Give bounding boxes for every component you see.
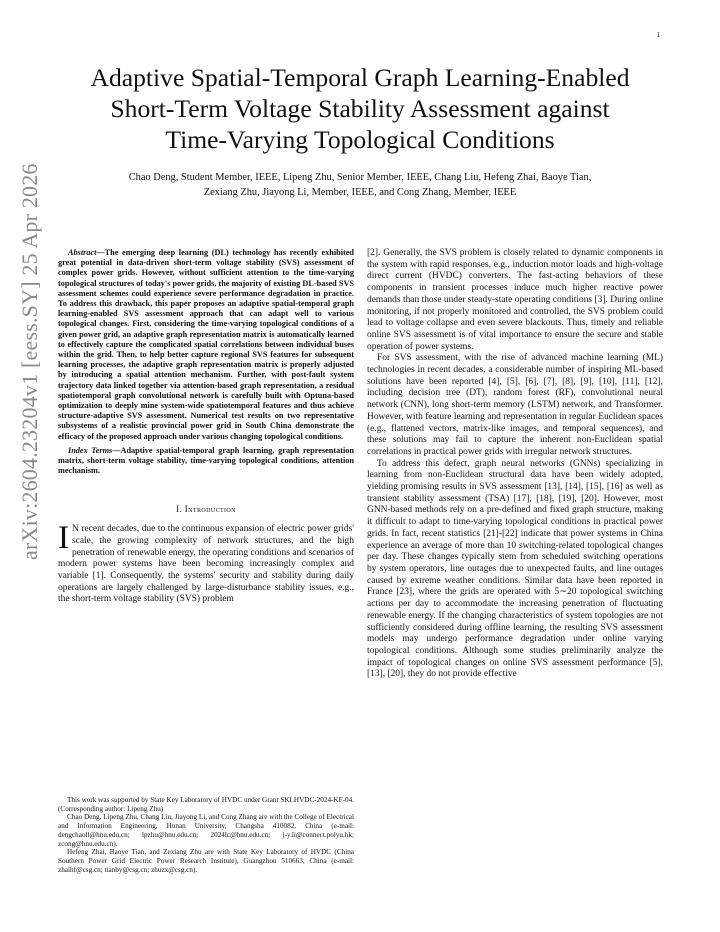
page-number: 1 <box>656 31 660 39</box>
index-terms-label: Index Terms <box>68 445 113 455</box>
intro-paragraph <box>58 520 354 606</box>
left-column <box>58 248 354 606</box>
index-terms-text: —Adaptive spatial-temporal graph learning, graph representation matrix, short-term voltage stability, time-varying topological conditions, attention mechanism. <box>58 445 354 476</box>
right-column <box>367 248 663 681</box>
footnote-affiliation-1: Chao Deng, Lipeng Zhu, Chang Liu, Jiayong Li, and Cong Zhang are with the College of Electrical and Information Engineering, Hunan University, Changsha 410082, China (e-mail: dengchaoll@hnu.edu.cn; lpzhu@hnu.edu.cn; 2024lc@hnu.edu.cn; j-y.li@connect.polyu.hk; zcong@hnu.edu.cn). <box>58 813 354 848</box>
body-paragraph: For SVS assessment, with the rise of advanced machine learning (ML) technologies in recent decades, a considerable number of inspiring ML-based solutions have been reported [4], [5], [6], [7], [8], [9], [10], [11], [12], including decision tree (DT), random forest (RF), convolutional neural network (CNN), long short-term memory (LSTM) network, and Transformer. However, with feature learning and representation in regular Euclidean spaces (e.g., flattened vectors, matrix-like images, and temporal sequences), and these solutions may fail to capture the inherent non-Euclidean spatial correlations in practical power grids with irregular network structures. <box>367 353 663 457</box>
abstract <box>58 248 354 442</box>
section-heading: I. Introduction <box>176 504 236 515</box>
abstract-text: —The emerging deep learning (DL) technology has recently exhibited great potential in data-driven short-term voltage stability (SVS) assessment of complex power grids. However, without sufficient attention to the time-varying topological structures of today's power grids, the majority of existing DL-based SVS assessment schemes could experience severe performance degradation in practice. To address this drawback, this paper proposes an adaptive spatial-temporal graph learning-enabled SVS assessment approach that can adapt well to various topological changes. First, considering the time-varying topological conditions of a given power grid, an adaptive graph representation matrix is automatically learned to effectively capture the complicated spatial correlations between individual buses within the grid. Then, to help better capture regional SVS features for subsequent learning processes, the adaptive graph representation matrix is properly adjusted by introducing a spatial attention mechanism. Further, with post-fault system trajectory data linked together via attention-based graph representation, a residual spatiotemporal graph convolutional network is carefully built with Optuna-based optimization to deeply mine system-wide spatiotemporal features and thus achieve structure-adaptive SVS assessment. Numerical test results on two representative subsystems of a realistic provincial power grid in South China demonstrate the efficacy of the proposed approach under various changing topological conditions. <box>58 248 354 441</box>
drop-cap: I <box>58 520 69 557</box>
intro-text: recent decades, due to the continuous expansion of electric power grids' scale, the growing complexity of network structures, and the high penetration of renewable energy, the operating conditions and scenarios of modern power systems have been becoming increasingly complex and variable [1]. Consequently, the systems' security and stability during daily operations are largely challenged by large-disturbance stability issues, e.g., the short-term voltage stability (SVS) problem <box>58 524 354 605</box>
title-line: Time-Varying Topological Conditions <box>165 125 555 154</box>
body-paragraph: To address this defect, graph neural networks (GNNs) specializing in learning from non-Euclidean structural data have been widely adopted, yielding promising results in SVS assessment [13], [14], [15], [16] as well as transient stability assessment (TSA) [17], [18], [19], [20]. However, most GNN-based methods rely on a pre-defined and fixed graph structure, making it difficult to adapt to time-varying topological conditions in practical power grids. In fact, recent statistics [21]-[22] indicate that power systems in China experience an average of more than 10 switching-related topological changes per day. These changes typically stem from scheduled switching operations by system operators, line outages due to unexpected faults, and line outages caused by extreme weather conditions. Similar data have been reported in France [23], where the grids are operated with 5∼20 topological switching actions per day to accommodate the increasing penetration of fluctuating renewable energy. If the changing characteristics of system topologies are not sufficiently considered during offline learning, the resulting SVS assessment models may undergo performance degradation under online varying topological conditions. Although some studies preliminarily analyze the impact of topological changes on online SVS assessment performance [5], [13], [20], they do not provide effective <box>367 458 663 680</box>
title-line: Short-Term Voltage Stability Assessment against <box>110 94 610 123</box>
footnote-funding: This work was supported by State Key Laboratory of HVDC under Grant SKLHVDC-2024-KF-04. (Corresponding author: Lipeng Zhu) <box>58 796 354 813</box>
intro-first-word: N <box>72 524 79 535</box>
footnote-affiliation-2: Hefeng Zhai, Baoye Tian, and Zexiang Zhu are with State Key Laboratory of HVDC (China Southern Power Grid Electric Power Research Institute), Guangzhou 510663, China (e-mail: zhaihf@csg.cn; tianby@csg.cn; zhuzx@csg.cn). <box>58 848 354 874</box>
title-line: Adaptive Spatial-Temporal Graph Learning-Enabled <box>90 63 630 92</box>
index-terms <box>58 446 354 477</box>
paper-title <box>40 62 680 155</box>
author-line: Chao Deng, Student Member, IEEE, Lipeng Zhu, Senior Member, IEEE, Chang Liu, Hefeng Zhai, Baoye Tian, <box>128 172 592 183</box>
footnotes <box>58 796 354 874</box>
body-paragraph: [2]. Generally, the SVS problem is closely related to dynamic components in the system with rapid responses, e.g., induction motor loads and high-voltage direct current (HVDC) converters. The fast-acting behaviors of these components in transient processes induce much higher reactive power demands than those under steady-state operating conditions [3]. During online monitoring, if not properly monitored and controlled, the SVS problem could lead to voltage collapse and even severe blackouts. Thus, timely and reliable online SVS assessment is of vital importance to ensure the secure and stable operation of power systems. <box>367 248 663 352</box>
abstract-label: Abstract <box>68 248 97 257</box>
arxiv-identifier: arXiv:2604.23204v1 [eess.SY] 25 Apr 2026 <box>17 163 42 560</box>
author-line: Zexiang Zhu, Jiayong Li, Member, IEEE, and Cong Zhang, Member, IEEE <box>203 187 517 198</box>
author-list <box>60 170 660 200</box>
